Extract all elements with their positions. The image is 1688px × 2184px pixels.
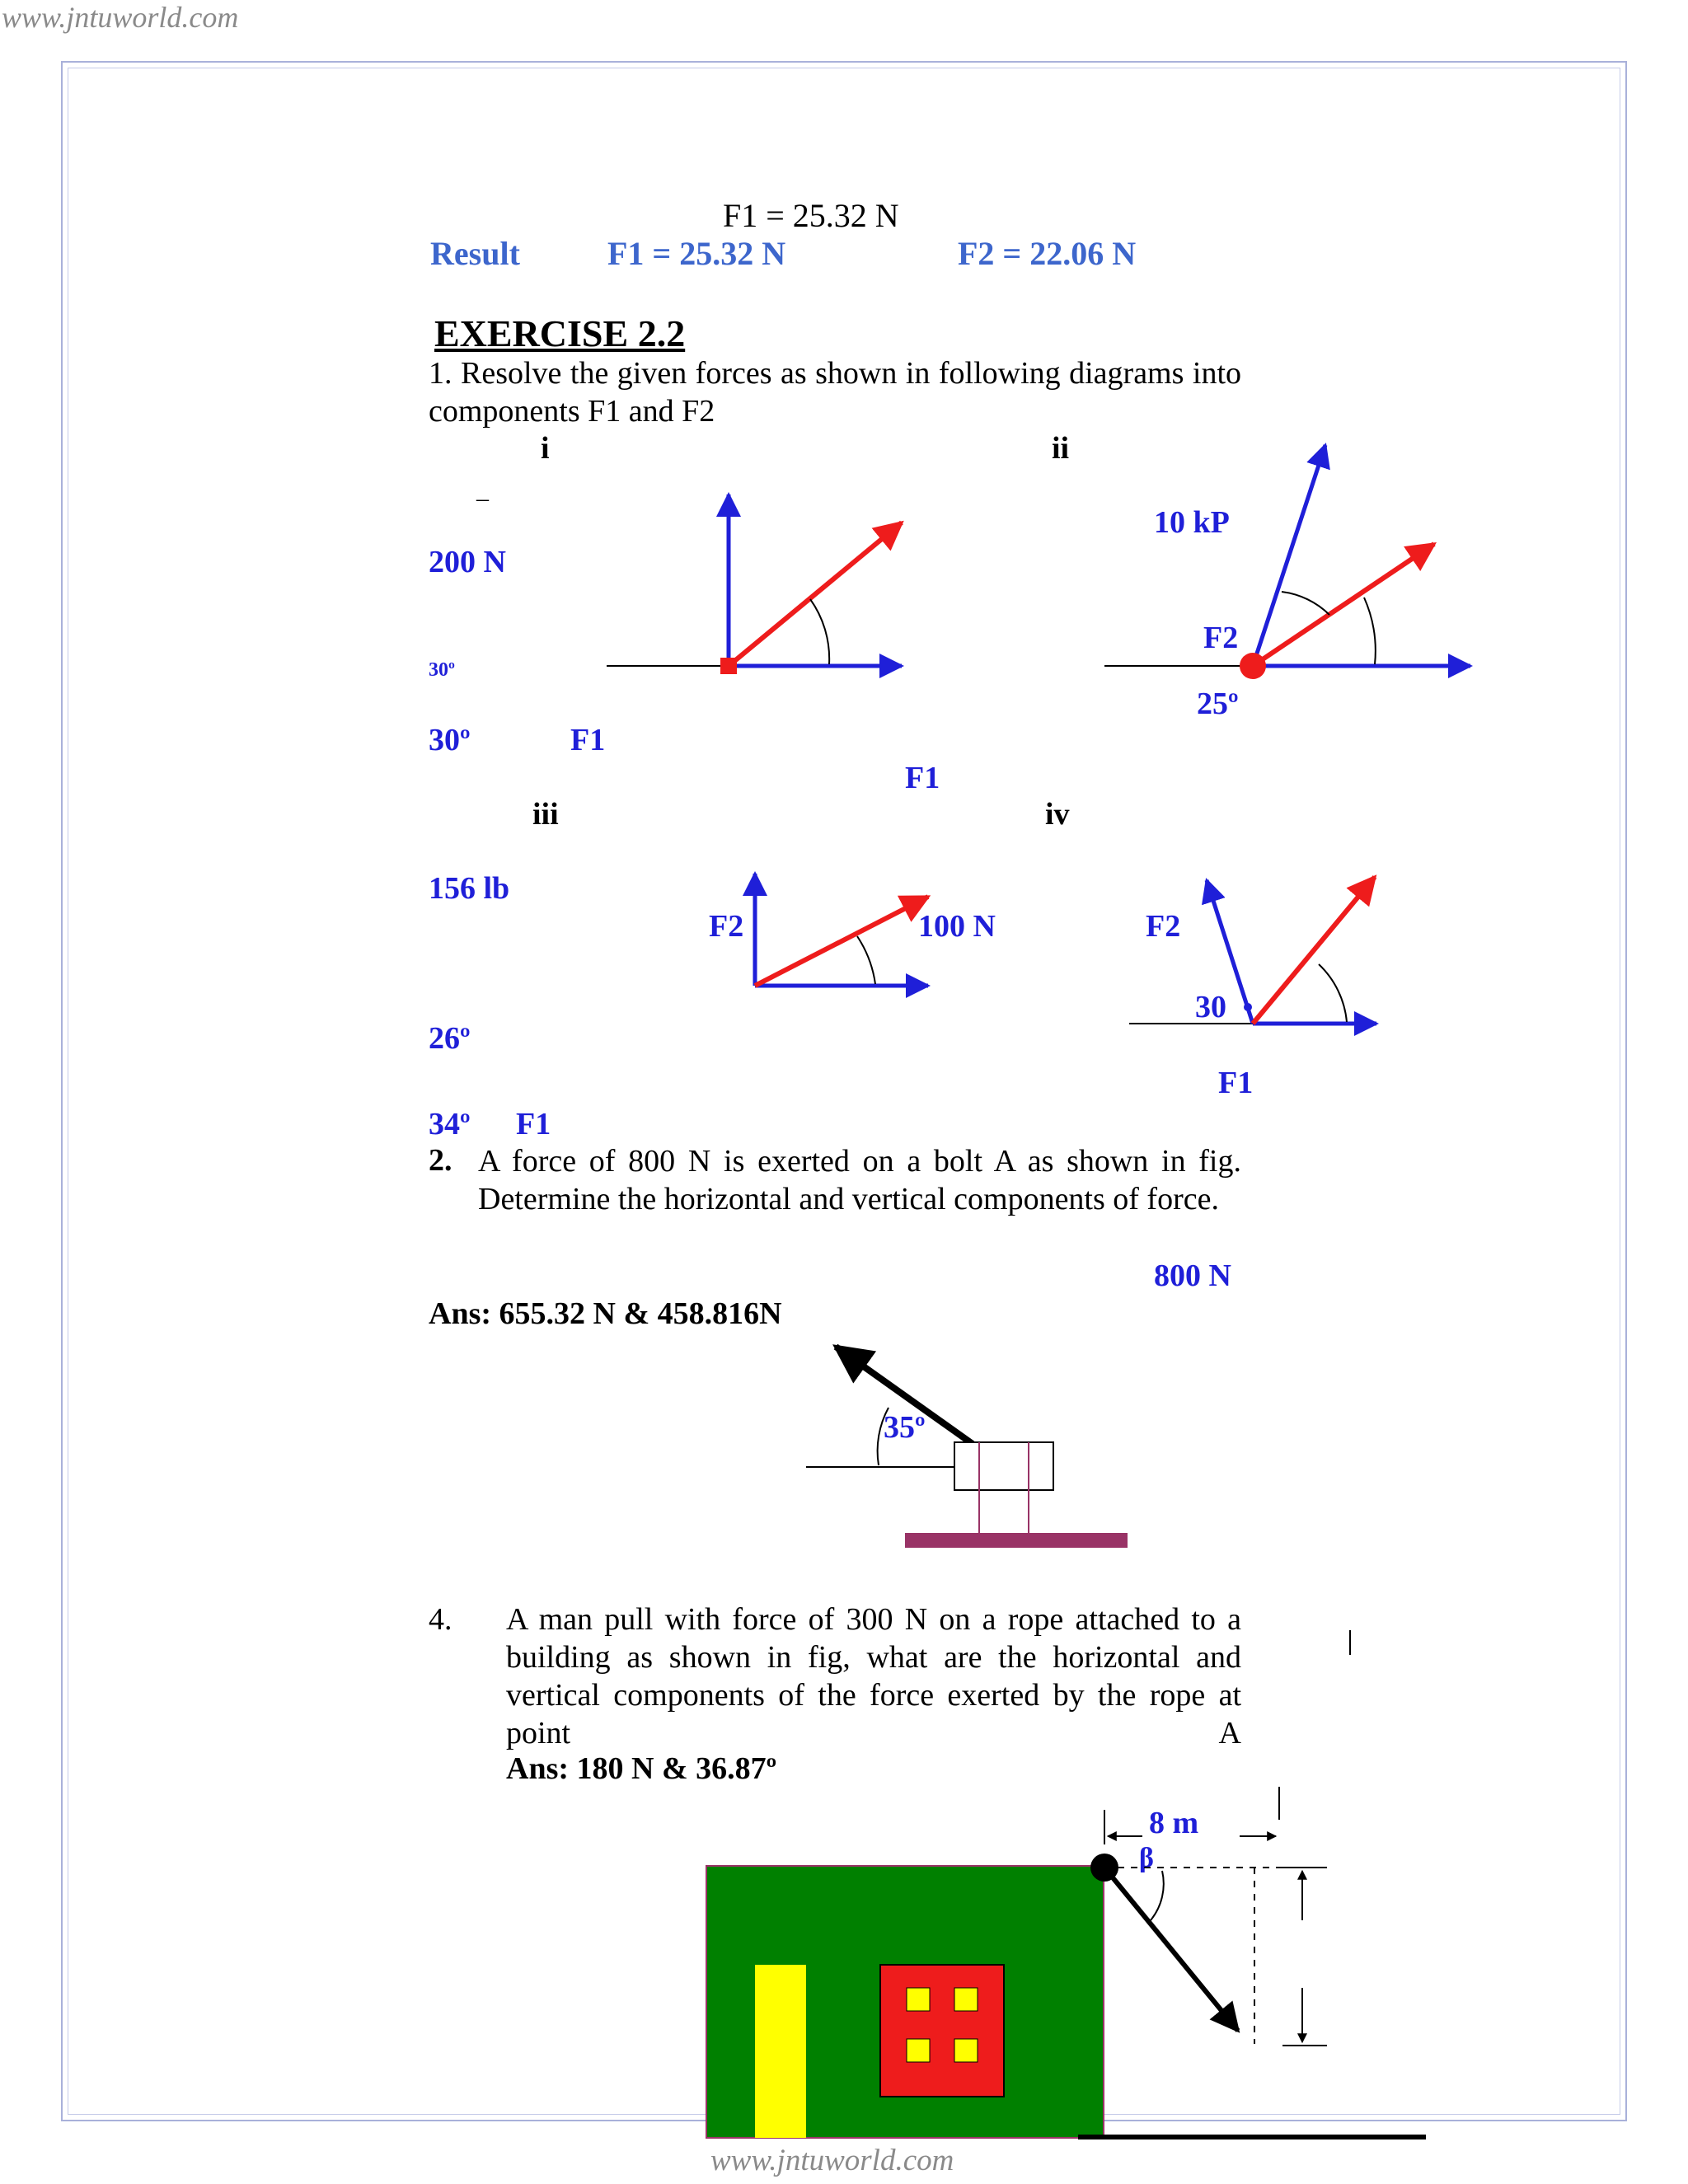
q2-angle: 35º bbox=[884, 1410, 926, 1445]
q4-number: 4. bbox=[429, 1602, 452, 1637]
q4-window-pane-3 bbox=[907, 2039, 930, 2062]
diagram-ii-f1: F1 bbox=[905, 761, 940, 795]
diagram-i-force: 200 N bbox=[429, 545, 506, 579]
q4-rope-arrow bbox=[1104, 1868, 1238, 2031]
q4-angle: β bbox=[1139, 1843, 1154, 1873]
diagram-iv-label: iv bbox=[1045, 797, 1070, 832]
diagram-i-figure bbox=[607, 494, 902, 674]
q4-building-figure bbox=[706, 1630, 1426, 2138]
diagram-i-force-arrow bbox=[729, 523, 902, 666]
diagram-ii-force: 10 kP bbox=[1154, 505, 1230, 540]
diagram-ii-origin bbox=[1240, 653, 1266, 679]
diagram-iv-figure bbox=[1129, 877, 1376, 1024]
q4-window-pane-1 bbox=[907, 1988, 930, 2011]
q4-point: A bbox=[1218, 1716, 1241, 1750]
diagram-i-angle-small: 30º bbox=[429, 659, 455, 681]
diagram-ii-f2: F2 bbox=[1203, 621, 1239, 655]
q2-bolt-figure bbox=[806, 1347, 1128, 1548]
diagram-iv-force-arrow bbox=[1253, 877, 1375, 1024]
q4-distance: 8 m bbox=[1149, 1806, 1199, 1840]
watermark-bottom: www.jntuworld.com bbox=[710, 2144, 954, 2177]
diagram-iv-angle-dot bbox=[1244, 1003, 1252, 1011]
q2-text: A force of 800 N is exerted on a bolt A as shown in fig. Determine the horizontal and vertical components of force. bbox=[478, 1144, 1241, 1216]
diagram-iii-angle: 26º bbox=[429, 1021, 471, 1056]
diagram-ii-angle-arc-2 bbox=[1364, 598, 1376, 664]
prev-f1-line: F1 = 25.32 N bbox=[723, 197, 899, 234]
q1-trailing-f1: F1 bbox=[516, 1107, 551, 1141]
diagram-iv-f2: F2 bbox=[1146, 909, 1181, 944]
q2-plate bbox=[905, 1533, 1128, 1548]
q4-door bbox=[755, 1965, 806, 2138]
q4-window-pane-4 bbox=[954, 2039, 978, 2062]
diagram-ii-force-arrow bbox=[1253, 544, 1434, 666]
diagram-i-dash: _ bbox=[476, 476, 489, 504]
q2-answer: Ans: 655.32 N & 458.816N bbox=[429, 1296, 782, 1331]
q2-force-arrow bbox=[836, 1347, 973, 1444]
diagram-iii-figure bbox=[755, 874, 928, 986]
diagram-iii-force-arrow bbox=[755, 897, 928, 986]
diagram-iv-force: 100 N bbox=[918, 909, 996, 944]
q2-number: 2. bbox=[429, 1143, 452, 1178]
diagram-i-f1: F1 bbox=[570, 723, 606, 757]
diagram-ii-f2-arrow bbox=[1253, 445, 1325, 666]
diagram-iii-f2: F2 bbox=[709, 909, 744, 944]
diagram-i-label: i bbox=[541, 431, 550, 466]
diagram-i-angle: 30º bbox=[429, 723, 471, 757]
diagram-iv-angle: 30 bbox=[1195, 990, 1226, 1024]
q4-window-pane-2 bbox=[954, 1988, 978, 2011]
diagram-ii-label: ii bbox=[1052, 431, 1070, 466]
q4-angle-arc bbox=[1151, 1871, 1164, 1920]
result-f2: F2 = 22.06 N bbox=[958, 235, 1137, 272]
diagram-i-origin bbox=[720, 658, 737, 674]
diagram-ii-figure bbox=[1104, 445, 1470, 679]
q1-trailing-angle: 34º bbox=[429, 1107, 471, 1141]
diagram-i-angle-arc bbox=[810, 599, 829, 664]
diagram-ii-angle: 25º bbox=[1197, 687, 1239, 721]
result-label: Result bbox=[430, 235, 520, 272]
q2-bolt-head bbox=[954, 1442, 1053, 1490]
diagram-iii-angle-arc bbox=[857, 936, 875, 984]
result-f1: F1 = 25.32 N bbox=[607, 235, 786, 272]
diagram-iv-f1: F1 bbox=[1218, 1066, 1254, 1100]
q4-window-frame bbox=[880, 1965, 1004, 2097]
q4-text-body: A man pull with force of 300 N on a rope attached to a building as shown in fig, what are the horizontal and vertical components of the force exerted by the rope at point bbox=[506, 1602, 1241, 1750]
q2-angle-arc bbox=[878, 1408, 889, 1465]
diagram-iii-label: iii bbox=[532, 797, 559, 832]
q4-point-a bbox=[1090, 1854, 1118, 1882]
diagram-iii-force: 156 lb bbox=[429, 871, 510, 906]
diagram-iv-angle-arc bbox=[1319, 964, 1347, 1022]
diagram-ii-angle-arc-1 bbox=[1282, 592, 1329, 615]
q2-force-label: 800 N bbox=[1154, 1258, 1231, 1293]
exercise-title: EXERCISE 2.2 bbox=[434, 312, 686, 354]
q4-answer: Ans: 180 N & 36.87º bbox=[506, 1751, 777, 1786]
diagram-iv-f2-arrow bbox=[1207, 880, 1253, 1024]
q1-text: 1. Resolve the given forces as shown in following diagrams into components F1 and F2 bbox=[429, 356, 1241, 429]
watermark-top: www.jntuworld.com bbox=[2, 1, 239, 34]
